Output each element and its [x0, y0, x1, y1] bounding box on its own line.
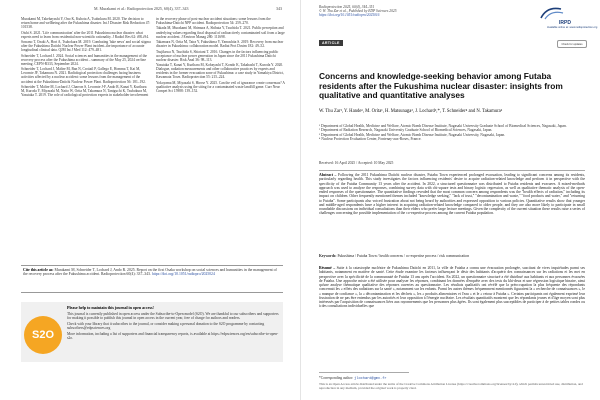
reference: Yokoyama M, Miyazaki S, Hirose Y. 2025. Can the veil of ignorance create consensus? A qualitative analysis using the siting for a contaminated waste landfill game. Curr Neur Compet Sci 15988: 139–152. — [156, 80, 285, 93]
article-title: Concerns and knowledge-seeking behavior among Futaba residents after the Fukushima nuclear disaster: insights from qualitative and quantitative analyses — [319, 71, 563, 101]
reference: in the recovery phase of post-nuclear accident situations: some lessons from the Fukushima-Daiichi NPP accident. Radioprotection 54: 259–270. — [156, 17, 271, 26]
reference: Schneider T, Lochard J. 2024. Social sciences and humanities in the management of the recovery process after the Fukushima accident – summary of the May 25, 2024 on-line meeting. CEPN-R333, September 2024. — [21, 53, 148, 66]
abstract — [319, 173, 585, 216]
citation-label: Cite this article as: — [23, 268, 54, 272]
reference: Schneider T, Maître M, Lochard J, Charron S, Lecomte J-F, Ando R, Kanai Y, Kurihara M, Kuroda Y, Miyazaki M, Naito W, Orita M, Takamura N, Taniguchi K, Tsubokura M, Yasutaka T. 2019. The role of radiological protection experts in stakeholder involvement — [21, 84, 149, 98]
s2o-heading: Please help to maintain this journal in open access! — [67, 305, 154, 310]
journal-citation: Radioprotection 2025, 60(4), 344–351 — [319, 5, 375, 9]
reference: Schneider T, Lochard J, Maître M, Ban N, Croüail P, Gallego E, Homma T, Kai M, Lecomte JF, Takamura N. 2021. Radiological protection challenges facing business activities affected by a nuclear accident: some lessons from the management of the accident at the Fukushima-Daiichi Nuclear Power Plant. Radioprotection 56: 181–192. — [21, 67, 146, 84]
journal-website: Available online at: www.radioprotection.org — [547, 26, 598, 29]
affiliation: ³ Department of Global Health, Medicine and Welfare, Atomic Bomb Disease Institute, Nagasaki University, Nagasaki, Japan. — [319, 132, 506, 137]
s2o-paragraph: This journal is currently published in open access under the Subscribe-to-Open model (S2O). We are thankful to our subscribers and supporters for making it possible to publish this journal in open access in the current year, free of charge for authors and readers. — [67, 311, 279, 321]
article-doi-link[interactable]: https://doi.org/10.1051/radiopro/2025016 — [319, 13, 380, 18]
affiliation: ⁴ Nuclear Protection Evaluation Center, Fontenay-aux-Roses, France. — [319, 136, 422, 141]
s2o-notice — [21, 302, 283, 362]
reference: Takada M, Murakami M, Shimura A, Shibata Y, Tsuchida T. 2021. Public perception and underlying values regarding final disposal of radioactively contaminated soil from a large nuclear accident. J Environ Manag 280: 111698. — [156, 26, 285, 39]
journal-logo-text: IRPD — [559, 20, 571, 26]
reference: Takamura N, Orita M, Taira Y, Fukushima Y, Yamashita S. 2019. Recovery from nuclear disaster in Fukushima: collaboration model. Radiat Prot Dosim 182: 49–52. — [156, 40, 284, 49]
author-list: W. Thu Zar¹, Y. Hande¹, M. Orita¹, H. Matsunaga², J. Lochard³,*, T. Schneider⁴ and N. Takamura² — [319, 109, 503, 114]
page-number: 343 — [276, 6, 282, 11]
s2o-paragraph: More information, including a list of supporters and financial transparency reports, is available at https://edpsciences.org/en/subscribe-to-open-s2o. — [67, 332, 279, 341]
reference: Yasutaka T, Kanai Y, Kurihara M, Kobayashi T, Kondo K, Takahashi T, Kuroda Y. 2020. Dialogue, radiation measurements and other collaborative practices by experts and residents in the former evacuation zone of Fukushima: a case study in Yamakiya District, Kawamata Town. Radioprotection 55: 215–224. — [156, 63, 285, 80]
copyright-line: © W. Thu Zar et al., Published by EDP Sciences 2025 — [319, 9, 397, 14]
right-page — [300, 0, 600, 400]
reference-list-col2 — [156, 17, 286, 94]
keywords-text: Fukushima / Futaba Town / health concerns / co-expertise process / risk communication — [337, 254, 470, 258]
divider — [319, 170, 585, 171]
author-email-link[interactable]: jlochard@gmx.fr — [354, 377, 387, 381]
citation-box — [21, 265, 283, 293]
email-label: *Corresponding author: — [319, 376, 354, 380]
keywords — [319, 254, 585, 258]
resume — [319, 266, 585, 309]
reference: Tsujikawa N, Tsuchida S, Shiotani T. 2016. Changes in the factors influencing public acceptance of nuclear power generation in Japan since the 2011 Fukushima Daiichi nuclear disaster. Risk Anal 36: 98–113. — [156, 49, 279, 62]
abstract-text: Following the 2011 Fukushima Daiichi nuclear disaster, Futaba Town experienced prolonged evacuation, leading to significant concerns among its residents, particularly regarding health. This study investigates the factors influencing residents' desire to acquire radiation-related knowledge and perform it in perspective with the specificity of the Futaba Community 13 years after the accident. In 2022, a structured questionnaire was distributed to Futaba residents and evacuees. A mixed-methods approach was used to analyze the responses, combining survey data with chi-square tests and binary logistic regression, as well as qualitative thematic analysis of the open-ended responses of the questionnaire. The quantitative findings revealed that the most common concern among respondents was the "health effects of radiation," including its impact on children. Other frequently mentioned themes included "knowledge seeking," "lack of trust," "decontamination and waste," "food products and water," and "returning to Futaba". Some participants also voiced frustration about not being heard by authorities and expressed opposition to various policies. Quantitative results show that younger and middle-aged respondents have a higher interest in acquiring radiation-related knowledge compared to older people, and they are also more likely to participate in small roundtable discussions on individual consultations than their elders who prefer large lecture meetings. Given the complexity of the current situation these results raise a series of challenges concerning the possible implementation of the co-expertise process among the current Futaba population. — [319, 173, 585, 216]
journal-info — [319, 5, 397, 17]
reference-list-col1 — [21, 17, 151, 98]
journal-logo — [533, 4, 598, 30]
affiliation: ² Department of Radiation Research, Nagasaki University Graduate School of Biomedical Sciences, Nagasaki, Japan. — [319, 128, 493, 133]
abstract-label: Abstract – — [319, 173, 337, 177]
citation-text: Murakami M, Schneider T, Lochard J, Ando R. 2025. Report on the first Osaka workshop on social sciences and humanities in the management of the recovery process after the Fukushima accident. Radioprotection 60(4): 337–343. — [23, 268, 277, 277]
reference: Oishi S. 2021. 'Life communication' after the 2011 Fukushima nuclear disaster: what experts need to learn from residential non-scientific rationality. J Radiol Res 62: i88–i94. — [21, 30, 149, 39]
s2o-paragraph: Check with your library that it subscribes to the journal, or consider making a personal donation to the S2O programme by contacting subscribers@edpsciences.org — [67, 321, 265, 331]
open-access-notice: This is an Open Access article distributed under the terms of the Creative Commons Attribution License (https://creativecommons.org/licenses/by/4.0), which permits unrestricted use, distribution, and reproduction in any medium, provided the original work is properly cited. — [319, 382, 583, 390]
running-head: M. Murakami et al.: Radioprotection 2025, 60(4), 337–343 — [94, 6, 189, 11]
affiliation: ¹ Department of Global Health, Medicine and Welfare, Atomic Bomb Disease Institute, Nagasaki University Graduate School of Biomedical Sciences, Nagasaki, Japan. — [319, 124, 567, 128]
check-updates-button[interactable]: Check for updates — [557, 40, 587, 48]
s2o-logo-icon: S2O — [24, 316, 62, 354]
resume-text: Suite à la catastrophe nucléaire de Fukushima Daiichi en 2011, la ville de Futaba a connu une évacuation prolongée, suscitant de vives inquiétudes parmi ses habitants, notamment en matière de santé. Cette étude examine les facteurs influençant le désir des habitants d'acquérir des connaissances sur les radiations et les met en perspective avec la spécificité de la communauté de Futaba 13 ans après l'accident. En 2022, un questionnaire structuré a été distribué aux habitants et aux personnes évacuées de Futaba. Une approche mixte a été utilisée pour analyser les réponses, combinant les données d'enquête avec des tests du khi-deux et une régression logistique binaire, ainsi qu'une analyse thématique qualitative des réponses ouvertes au questionnaire. Les résultats qualitatifs ont révélé que la préoccupation la plus fréquente des répondants concernait les « effets des radiations sur la santé », notamment sur les enfants. Parmi les autres thèmes fréquemment mentionnés figuraient la « recherche de connaissances », le « manque de confiance », la « décontamination et les déchets », les « produits alimentaires et l'eau » et le « retour à Futaba ». Certains participants ont également exprimé leur frustration de ne pas être entendus par les autorités et leur opposition à l'énergie nucléaire. Les résultats quantitatifs montrent que les répondants jeunes et d'âge moyen sont plus intéressés par l'acquisition de connaissances liées aux rayonnements que les personnes plus âgées. Ils sont également plus susceptibles de participer à de petites tables rondes ou à des consultations individuelles que — [319, 266, 585, 309]
irpd-swirl-icon — [539, 6, 565, 20]
received-accepted-dates: Received: 16 April 2025 / Accepted: 10 May 2025 — [319, 161, 394, 165]
reference: Sawano T, Ozaki A, Hori A, Tsubokura M. 2019. Combating 'fake news' and social stigma after the Fukushima Daiichi Nuclear Power Plant incident–the importance of accurate longitudinal clinical data. QJM Int J Med 112: 479–481. — [21, 40, 151, 53]
affiliation-list — [319, 124, 585, 141]
keywords-label: Keywords: — [319, 254, 337, 258]
reference: Murakami M, Takebayashi Y, Ono K, Kubota A, Tsubokura M. 2020. The decision to return home and wellbeing after the Fukushima disaster. Int J Disaster Risk Reduction 47: 101538. — [21, 17, 151, 30]
corresponding-author — [319, 376, 387, 381]
article-type-label: ARTICLE — [319, 40, 343, 46]
citation-doi-link[interactable]: https://doi.org/10.1051/radiopro/2025024 — [151, 272, 215, 277]
resume-label: Résumé – — [319, 266, 336, 270]
footnote-divider — [319, 372, 409, 373]
